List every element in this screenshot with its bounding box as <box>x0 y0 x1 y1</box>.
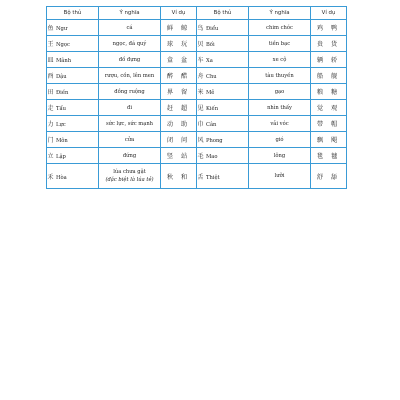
radical-glyph: 风 <box>197 137 204 144</box>
meaning-text: rượu, cồn, lên men <box>104 72 155 79</box>
radical-name: Mao <box>206 154 218 160</box>
meaning-text: đồ đựng <box>118 56 141 63</box>
example-cell-left: 鲜 鲸 <box>161 20 197 36</box>
radical-cell-left <box>47 132 99 148</box>
radical-name: Tẩu <box>56 106 66 112</box>
table-row <box>47 116 347 132</box>
radical-glyph: 门 <box>47 137 54 144</box>
meaning-cell-left <box>99 164 161 189</box>
header-example-right: Ví dụ <box>311 7 347 20</box>
radical-glyph: 皿 <box>47 57 54 64</box>
radical-cell-right <box>197 132 249 148</box>
radical-name: Chu <box>206 74 217 80</box>
radical-cell-left <box>47 52 99 68</box>
meaning-cell-left <box>99 100 161 116</box>
meaning-cell-left <box>99 52 161 68</box>
radical-name: Bối <box>206 42 215 48</box>
radical-cell-left <box>47 20 99 36</box>
example-cell-right: 毯 毽 <box>311 148 347 164</box>
example-cell-right: 飘 飓 <box>311 132 347 148</box>
radical-glyph: 车 <box>197 57 204 64</box>
meaning-text: vải vóc <box>270 120 289 127</box>
meaning-cell-left <box>99 20 161 36</box>
radical-glyph: 立 <box>47 153 54 160</box>
table-row <box>47 52 347 68</box>
radical-cell-left <box>47 68 99 84</box>
radical-glyph: 田 <box>47 89 54 96</box>
radical-glyph: 舌 <box>197 173 204 181</box>
radical-name: Thiệt <box>206 174 220 181</box>
meaning-text: lưỡi <box>274 173 285 179</box>
header-meaning-right: Ý nghĩa <box>249 7 311 20</box>
meaning-text: cá <box>126 24 133 31</box>
meaning-cell-right <box>249 132 311 148</box>
example-cell-right: 船 舰 <box>311 68 347 84</box>
table-row <box>47 164 347 189</box>
header-radical-left: Bộ thủ <box>47 7 99 20</box>
table-body <box>47 20 347 189</box>
example-cell-right: 鸡 鸭 <box>311 20 347 36</box>
meaning-cell-right <box>249 148 311 164</box>
example-cell-left: 秋 和 <box>161 164 197 189</box>
example-cell-left: 盒 盆 <box>161 52 197 68</box>
meaning-cell-right <box>249 36 311 52</box>
example-cell-left: 球 玩 <box>161 36 197 52</box>
meaning-text: xe cộ <box>272 56 287 63</box>
table-row <box>47 20 347 36</box>
meaning-cell-left <box>99 132 161 148</box>
example-cell-right: 舒 舔 <box>311 164 347 189</box>
header-example-left: Ví dụ <box>161 7 197 20</box>
meaning-text: lúa chưa gặt <box>113 169 146 175</box>
radical-glyph: 舟 <box>197 73 204 80</box>
radical-glyph: 走 <box>47 105 54 112</box>
example-cell-right: 粮 糖 <box>311 84 347 100</box>
meaning-text: sức lực, sức mạnh <box>105 120 153 127</box>
radical-glyph: 毛 <box>197 153 204 160</box>
radical-name: Cân <box>206 122 217 128</box>
radical-glyph: 见 <box>197 105 204 112</box>
example-cell-right: 带 帽 <box>311 116 347 132</box>
table-row <box>47 68 347 84</box>
example-cell-right: 贵 货 <box>311 36 347 52</box>
meaning-text: nhìn thấy <box>267 104 292 111</box>
meaning-text: đứng <box>122 152 137 159</box>
radical-glyph: 禾 <box>47 173 54 181</box>
meaning-note: (đặc biệt là lúa tẻ) <box>105 177 154 183</box>
example-cell-left: 赶 超 <box>161 100 197 116</box>
meaning-text: ngọc, đá quý <box>112 40 147 47</box>
radical-cell-right <box>197 116 249 132</box>
radical-cell-right <box>197 36 249 52</box>
example-cell-left: 动 助 <box>161 116 197 132</box>
meaning-text: tàu thuyền <box>265 72 294 79</box>
meaning-cell-right <box>249 84 311 100</box>
meaning-text: đồng ruộng <box>114 88 145 95</box>
meaning-cell-right <box>249 164 311 189</box>
radical-name: Môn <box>56 138 68 144</box>
meaning-text: gạo <box>274 88 285 95</box>
radical-cell-right <box>197 52 249 68</box>
radical-cell-right <box>197 84 249 100</box>
radical-name: Mễ <box>206 90 215 96</box>
radical-glyph: 米 <box>197 89 204 96</box>
radicals-table <box>46 6 347 189</box>
radical-glyph: 力 <box>47 121 54 128</box>
radical-glyph: 酉 <box>47 73 54 80</box>
example-cell-left: 竖 站 <box>161 148 197 164</box>
example-cell-left: 界 留 <box>161 84 197 100</box>
radical-name: Điểu <box>206 26 219 32</box>
meaning-cell-right <box>249 116 311 132</box>
radical-name: Dậu <box>56 74 67 80</box>
table-row <box>47 84 347 100</box>
radical-cell-left <box>47 164 99 189</box>
radical-glyph: 鱼 <box>47 25 54 32</box>
example-cell-left: 闭 问 <box>161 132 197 148</box>
meaning-cell-left <box>99 68 161 84</box>
radical-name: Lực <box>56 122 66 128</box>
radical-cell-left <box>47 100 99 116</box>
radical-cell-right <box>197 164 249 189</box>
table-row <box>47 36 347 52</box>
meaning-cell-right <box>249 52 311 68</box>
radical-cell-left <box>47 148 99 164</box>
meaning-text: cửa <box>124 136 135 143</box>
meaning-cell-left <box>99 36 161 52</box>
radical-cell-left <box>47 116 99 132</box>
meaning-text: chim chóc <box>266 24 293 31</box>
header-meaning-left: Ý nghĩa <box>99 7 161 20</box>
radical-name: Phong <box>206 138 223 144</box>
radical-glyph: 鸟 <box>197 25 204 32</box>
meaning-cell-right <box>249 100 311 116</box>
table-row <box>47 100 347 116</box>
table-row <box>47 132 347 148</box>
radical-glyph: 王 <box>47 41 54 48</box>
meaning-text: tiền bạc <box>268 40 291 47</box>
radical-name: Mãnh <box>56 58 72 64</box>
radical-cell-right <box>197 68 249 84</box>
radical-name: Điền <box>56 90 69 96</box>
radical-cell-right <box>197 148 249 164</box>
meaning-cell-left <box>99 116 161 132</box>
meaning-cell-right <box>249 68 311 84</box>
meaning-text: đi <box>127 104 132 111</box>
meaning-text: gió <box>275 136 284 143</box>
radical-cell-left <box>47 84 99 100</box>
radical-name: Kiến <box>206 106 219 112</box>
table-header-row <box>47 7 347 20</box>
radical-name: Ngư <box>56 26 68 32</box>
meaning-cell-left <box>99 84 161 100</box>
radical-name: Hòa <box>56 174 67 181</box>
radical-cell-right <box>197 20 249 36</box>
meaning-text: lông <box>273 152 286 159</box>
radical-glyph: 巾 <box>197 121 204 128</box>
radical-cell-right <box>197 100 249 116</box>
radical-cell-left <box>47 36 99 52</box>
radical-name: Xa <box>206 58 213 64</box>
meaning-cell-right <box>249 20 311 36</box>
radical-name: Lập <box>56 154 66 160</box>
header-radical-right: Bộ thủ <box>197 7 249 20</box>
example-cell-right: 辆 轿 <box>311 52 347 68</box>
meaning-cell-left <box>99 148 161 164</box>
table-row <box>47 148 347 164</box>
radical-name: Ngọc <box>56 42 70 48</box>
radical-glyph: 贝 <box>197 41 204 48</box>
example-cell-left: 醉 醋 <box>161 68 197 84</box>
example-cell-right: 觉 观 <box>311 100 347 116</box>
